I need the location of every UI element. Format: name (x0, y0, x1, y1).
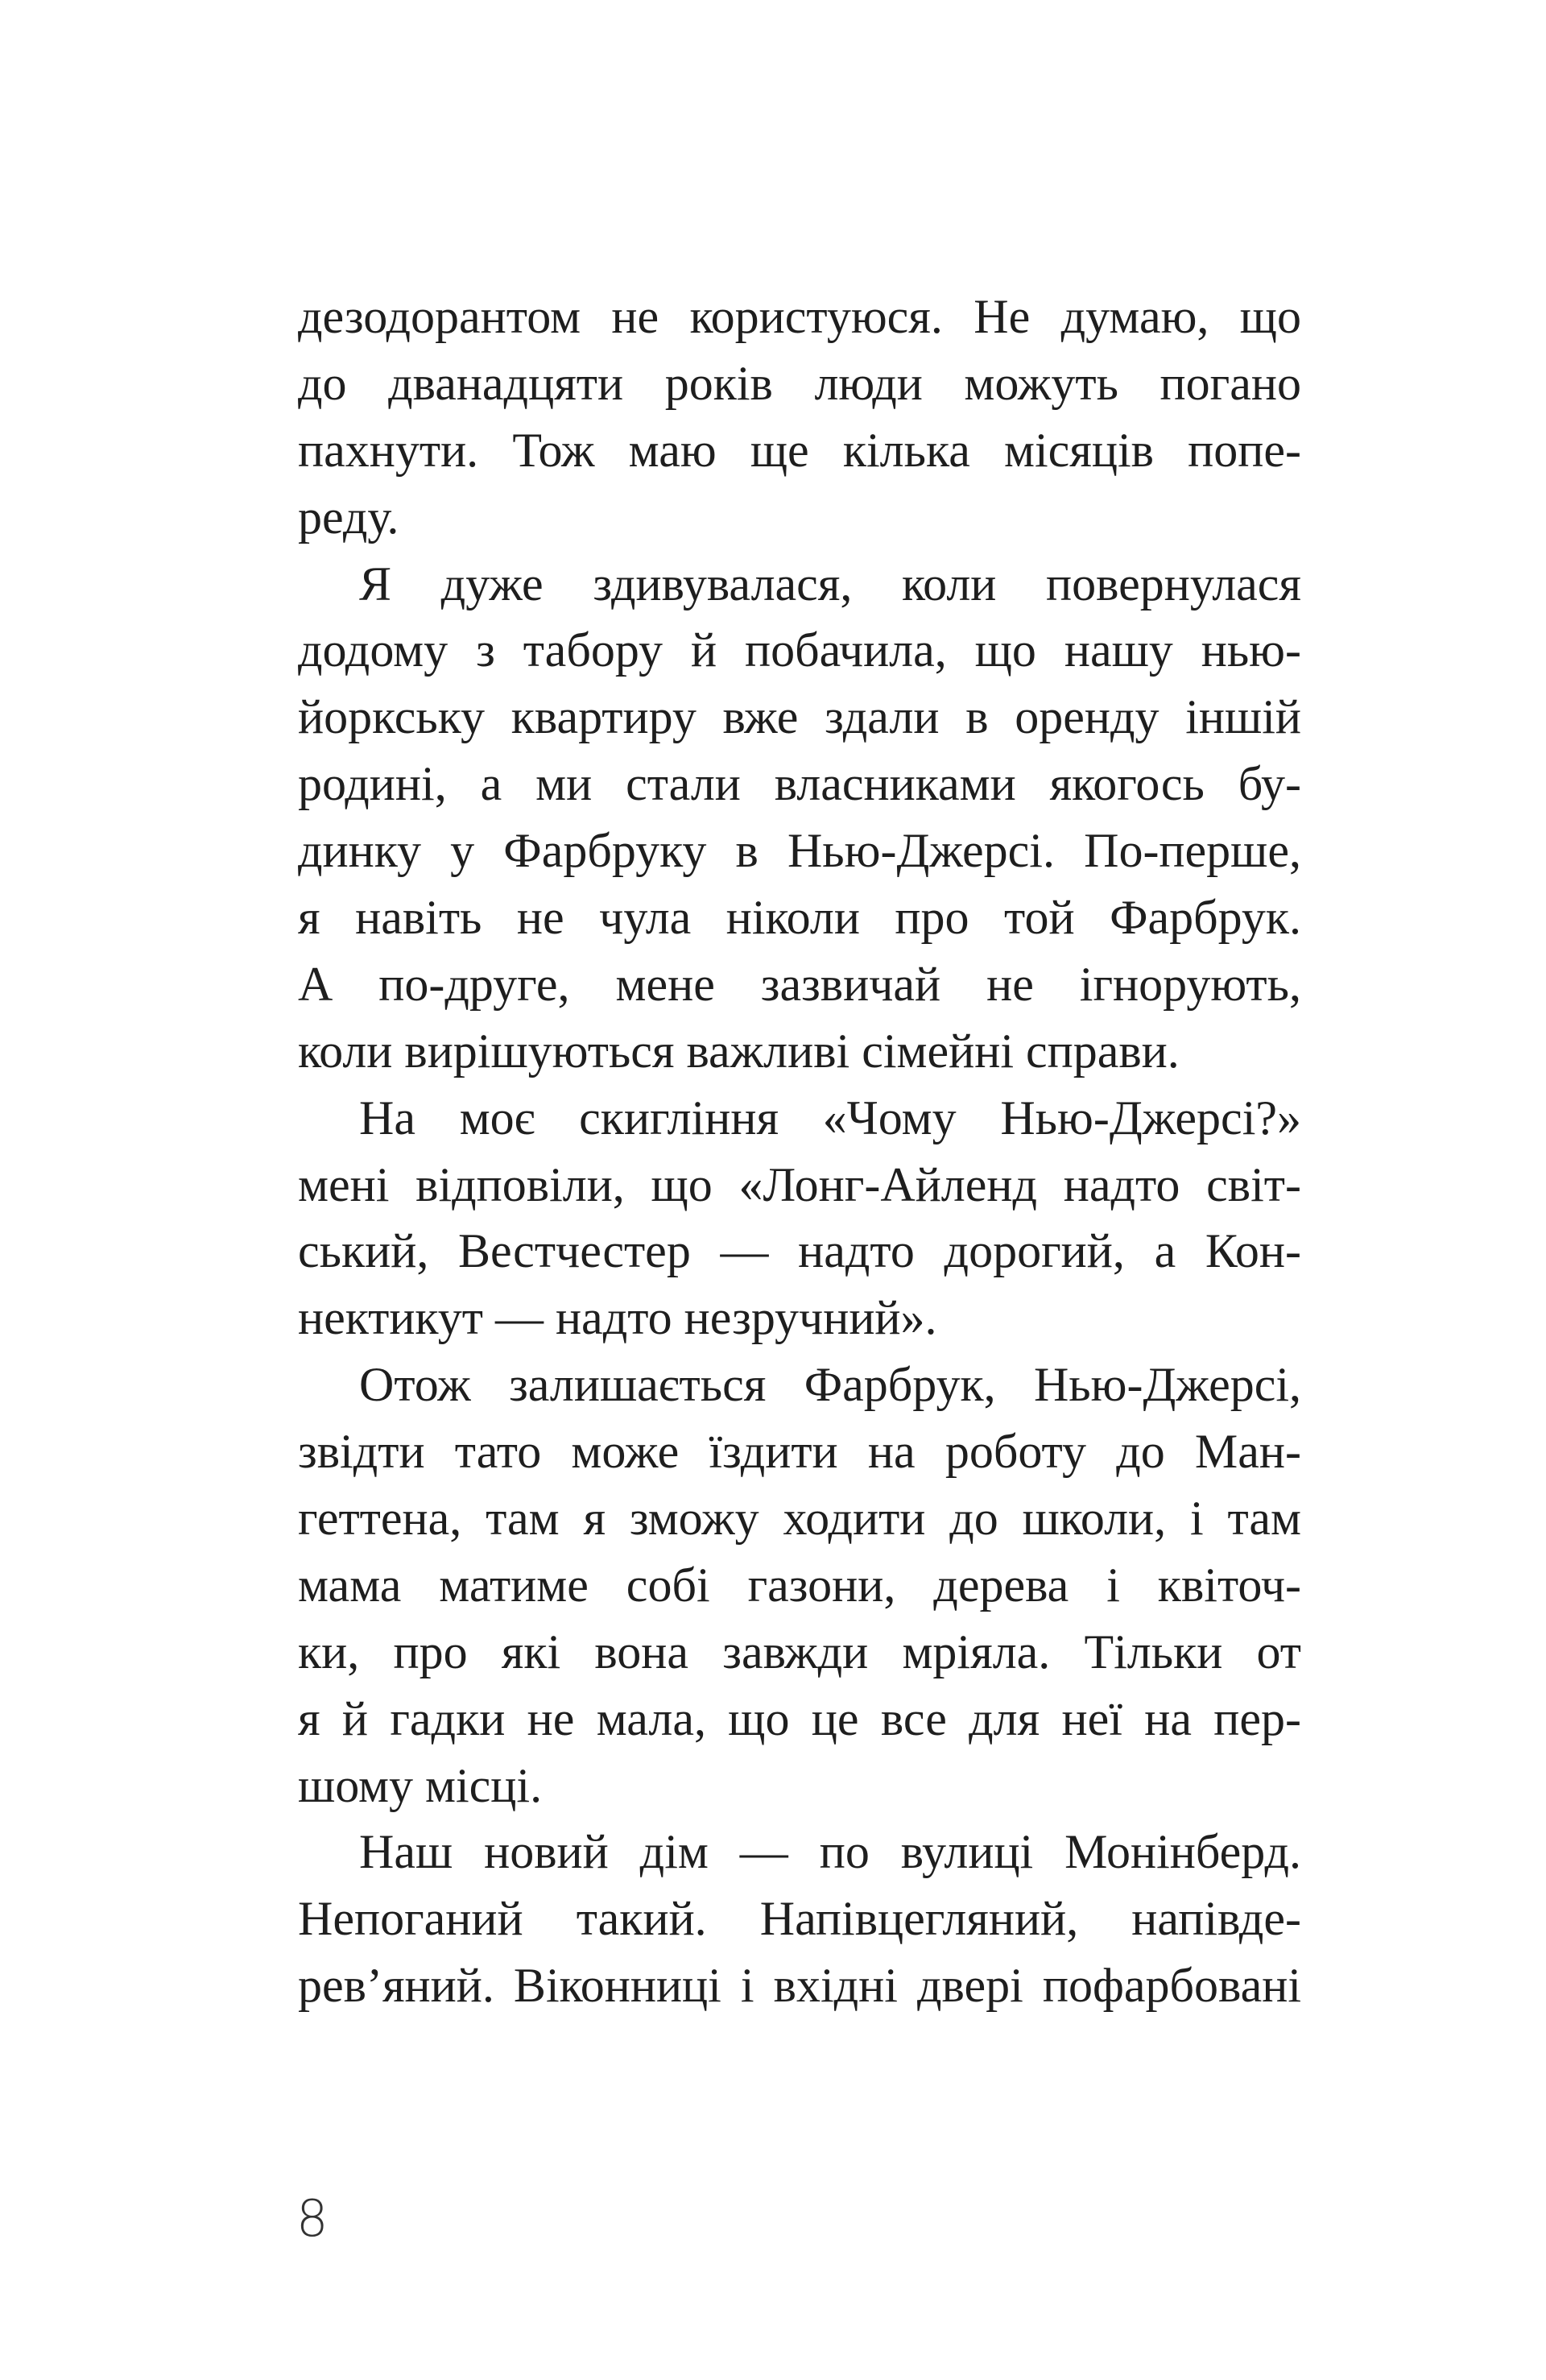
text-line: геттена, там я зможу ходити до школи, і там (298, 1492, 1301, 1546)
text-line: я й гадки не мала, що це все для неї на пер- (298, 1691, 1301, 1745)
text-line: додому з табору й побачила, що нашу нью- (298, 623, 1301, 677)
text-line: мені відповіли, що «Лонг-Айленд надто світ- (298, 1157, 1301, 1211)
page-body-text (298, 284, 1301, 2019)
text-line: йоркську квартиру вже здали в оренду іншій (298, 690, 1301, 744)
text-line: звідти тато може їздити на роботу до Ман- (298, 1425, 1301, 1479)
text-line: я навіть не чула ніколи про той Фарбрук. (298, 891, 1301, 945)
text-line: На моє скигління «Чому Нью-Джерсі?» (359, 1091, 1301, 1144)
text-line: рев’яний. Віконниці і вхідні двері пофарбовані (298, 1959, 1301, 2013)
text-line: шому місці. (298, 1758, 543, 1812)
text-line: реду. (298, 490, 399, 544)
text-line: нектикут — надто незручний». (298, 1291, 937, 1345)
text-line: Наш новий дім — по вулиці Монінберд. (359, 1825, 1301, 1879)
text-line: родині, а ми стали власниками якогось бу- (298, 757, 1301, 811)
text-line: ки, про які вона завжди мріяла. Тільки от (298, 1625, 1301, 1678)
text-line: коли вирішуються важливі сімейні справи. (298, 1024, 1180, 1078)
text-line: Непоганий такий. Напівцегляний, напівде- (298, 1892, 1301, 1946)
page-number: 8 (296, 2189, 329, 2248)
text-line: мама матиме собі газони, дерева і квіточ- (298, 1558, 1301, 1612)
text-line: ський, Вестчестер — надто дорогий, а Кон- (298, 1224, 1301, 1278)
text-line: Я дуже здивувалася, коли повернулася (359, 557, 1301, 611)
text-line: до дванадцяти років люди можуть погано (298, 356, 1301, 410)
text-line: А по-друге, мене зазвичай не ігнорують, (298, 957, 1301, 1011)
text-line: пахнути. Тож маю ще кілька місяців попе- (298, 423, 1301, 477)
text-line: дезодорантом не користуюся. Не думаю, що (298, 290, 1301, 343)
text-line: Отож залишається Фарбрук, Нью-Джерсі, (359, 1358, 1301, 1412)
text-line: динку у Фарбруку в Нью-Джерсі. По-перше, (298, 824, 1301, 878)
